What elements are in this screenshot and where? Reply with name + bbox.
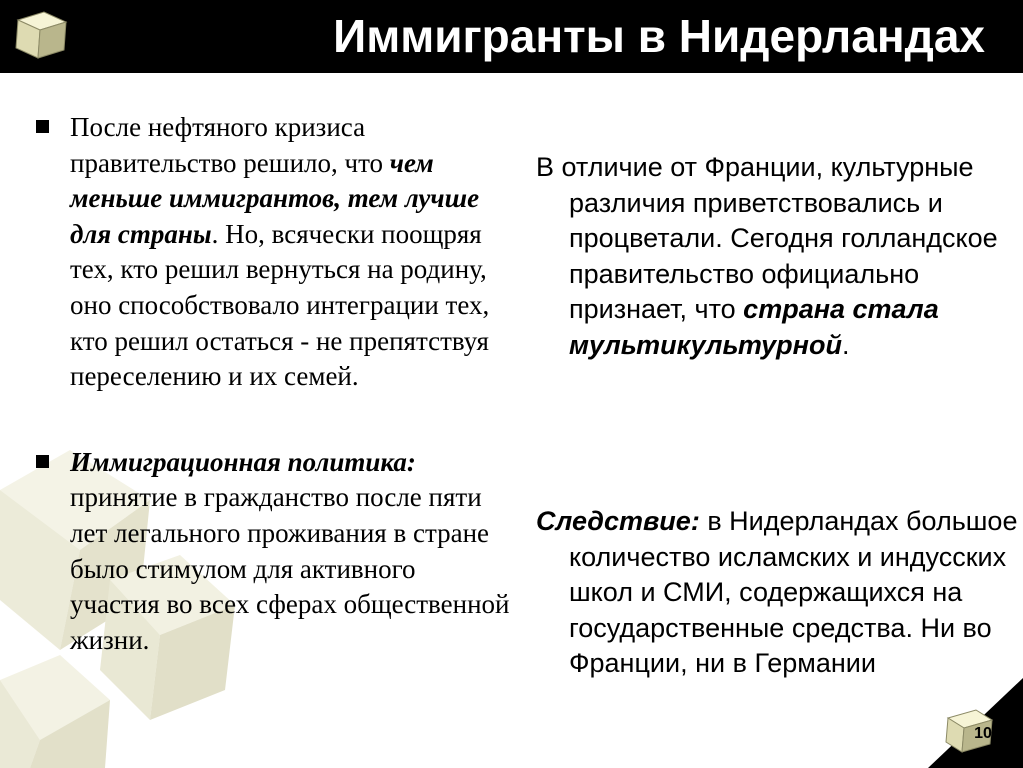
para1-text-a: В отличие от Франции, культурные различия приветствовались и процветали. Сегодня голландское правительство официально признает, что (536, 152, 998, 325)
bullet2-text: принятие в гражданство после пяти лет легального проживания в стране было стимулом для активного участия во всех сферах общественной жизни. (70, 482, 510, 655)
bullet-oil-crisis (36, 110, 511, 395)
bullet1-emphasis: чем меньше иммигрантов, тем лучше для страны (70, 147, 480, 249)
para1-emphasis: страна стала мультикультурной (569, 294, 939, 360)
title-bar (0, 0, 1023, 73)
para2-text: в Нидерландах большое количество исламских и индусских школ и СМИ, содержащихся на государственные средства. Ни во Франции, ни в Германии (569, 506, 1018, 679)
page-number: 10 (974, 725, 992, 742)
para2-emphasis: Следствие: (536, 506, 700, 536)
slide-title: Иммигранты в Нидерландах (333, 10, 985, 62)
bullet-square-icon (36, 455, 49, 468)
multicultural-paragraph (536, 150, 1023, 364)
para1-text-b: . (841, 329, 850, 360)
bullet1-text-b: . Но, всячески поощряя тех, кто решил вернуться на родину, оно способствовало интеграции тех, кто решил остаться - не препятствуя переселению и их семей. (70, 218, 490, 392)
corner-cube-icon (918, 668, 1023, 768)
bullet-square-icon (36, 120, 49, 133)
cube-logo-icon (14, 8, 68, 60)
bullet1-text-a: После нефтяного кризиса правительство решило, что (70, 112, 390, 178)
bullet2-emphasis: Иммиграционная политика: (70, 446, 416, 477)
bullet-immigration-policy (36, 445, 511, 659)
consequence-paragraph (536, 504, 1023, 682)
left-column (36, 110, 511, 658)
